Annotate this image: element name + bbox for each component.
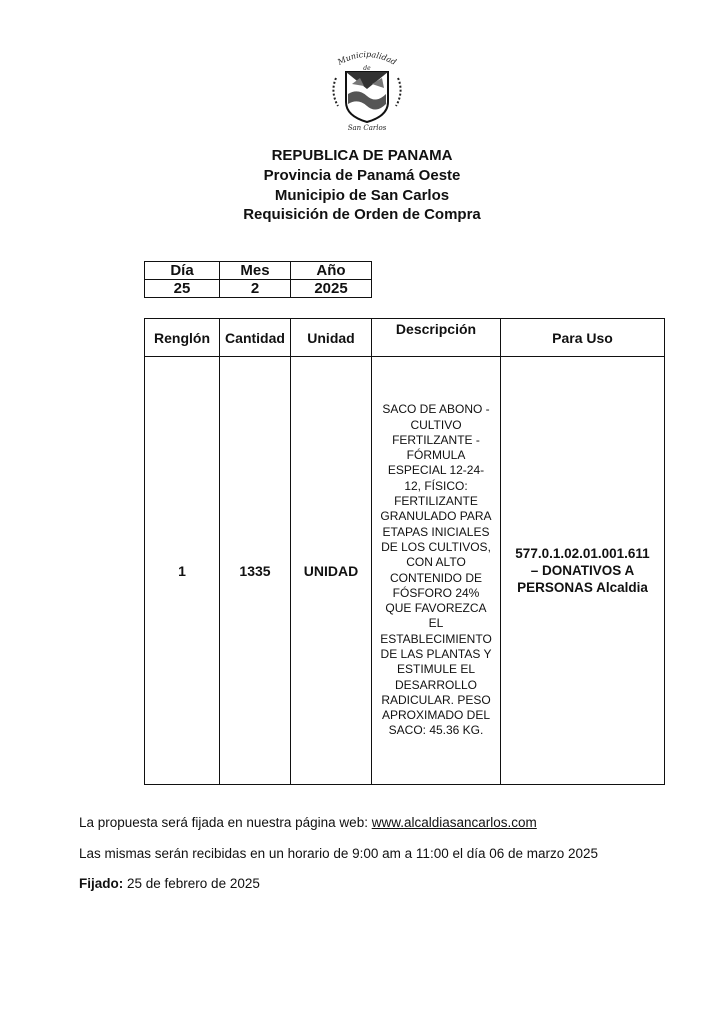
- uso-line: 577.0.1.02.01.001.611: [515, 546, 650, 561]
- footer-publication-note: [79, 815, 537, 830]
- desc-line: CULTIVO: [410, 417, 462, 432]
- publication-text: La propuesta será fijada en nuestra página web:: [79, 815, 372, 830]
- website-link[interactable]: www.alcaldiasancarlos.com: [371, 815, 537, 830]
- desc-line: QUE FAVOREZCA: [385, 601, 487, 616]
- table-row: [145, 357, 665, 785]
- desc-line: DE LOS CULTIVOS,: [381, 539, 491, 554]
- uso-line: PERSONAS Alcaldia: [517, 580, 648, 595]
- heading-province: Provincia de Panamá Oeste: [263, 167, 461, 184]
- desc-line: APROXIMADO DEL: [381, 708, 491, 723]
- cell-renglon: 1: [145, 357, 220, 785]
- footer-reception-note: Las mismas serán recibidas en un horario de 9:00 am a 11:00 el día 06 de marzo 2025: [79, 846, 599, 861]
- heading-document-title: Requisición de Orden de Compra: [243, 206, 481, 223]
- header-renglon: Renglón: [145, 319, 220, 357]
- header-cantidad: Cantidad: [220, 319, 291, 357]
- desc-line: 12, FÍSICO:: [404, 478, 468, 493]
- date-label-day: Día: [145, 262, 220, 280]
- desc-line: ESPECIAL 12-24-: [387, 463, 485, 478]
- desc-line: DE LAS PLANTAS Y: [380, 646, 492, 661]
- date-value-day: 25: [145, 280, 220, 298]
- heading-country: REPUBLICA DE PANAMA: [271, 147, 453, 164]
- requisition-table: [144, 318, 665, 785]
- desc-line: ESTABLECIMIENTO: [380, 631, 492, 646]
- municipality-seal-logo: [326, 44, 408, 134]
- desc-line: DESARROLLO: [394, 677, 478, 692]
- date-value-month: 2: [220, 280, 291, 298]
- desc-line: SACO: 45.36 KG.: [388, 723, 484, 738]
- svg-text:San Carlos: San Carlos: [347, 124, 387, 132]
- desc-line: FÓRMULA: [406, 448, 466, 463]
- fijado-label: Fijado:: [79, 876, 124, 891]
- date-value-year: 2025: [291, 280, 372, 298]
- cell-para-uso: [501, 357, 665, 785]
- header-para-uso: Para Uso: [501, 319, 665, 357]
- desc-line: GRANULADO PARA: [380, 509, 492, 524]
- date-label-year: Año: [291, 262, 372, 280]
- desc-line: CONTENIDO DE: [389, 570, 482, 585]
- cell-unidad: UNIDAD: [291, 357, 372, 785]
- header-unidad: Unidad: [291, 319, 372, 357]
- desc-line: EL: [428, 616, 444, 631]
- cell-descripcion: [372, 357, 501, 785]
- desc-line: FERTILZANTE -: [392, 432, 480, 447]
- svg-text:de: de: [363, 65, 371, 72]
- desc-line: RADICULAR. PESO: [381, 692, 491, 707]
- desc-line: CON ALTO: [406, 555, 466, 570]
- desc-line: ESTIMULE EL: [396, 662, 476, 677]
- uso-line: – DONATIVOS A: [530, 563, 635, 578]
- desc-line: FERTILIZANTE: [394, 494, 478, 509]
- fijado-date: 25 de febrero de 2025: [123, 876, 260, 891]
- desc-line: FÓSFORO 24%: [392, 585, 480, 600]
- date-label-month: Mes: [220, 262, 291, 280]
- date-table: [144, 261, 372, 298]
- footer-fijado: [79, 876, 260, 891]
- header-descripcion: Descripción: [372, 319, 501, 357]
- desc-line: SACO DE ABONO -: [382, 402, 490, 417]
- cell-cantidad: 1335: [220, 357, 291, 785]
- svg-text:Municipalidad: Municipalidad: [336, 49, 398, 67]
- desc-line: ETAPAS INICIALES: [382, 524, 490, 539]
- heading-municipality: Municipio de San Carlos: [274, 187, 450, 204]
